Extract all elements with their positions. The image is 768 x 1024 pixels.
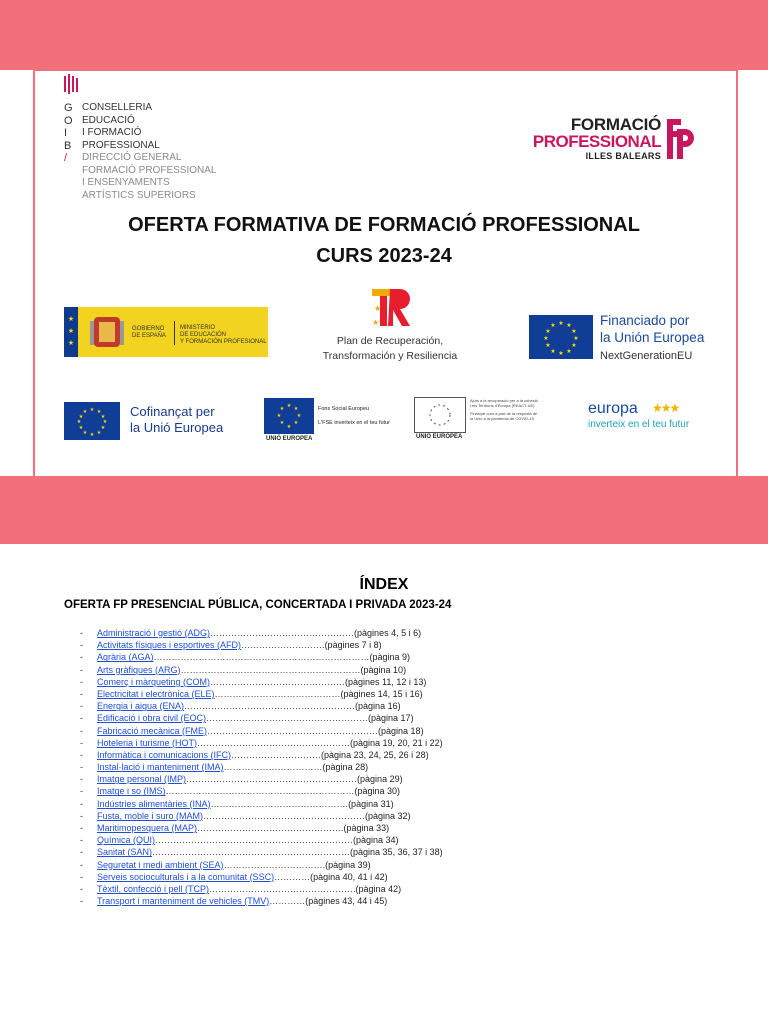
svg-text:★: ★	[96, 409, 102, 415]
goib-slash: /	[64, 152, 68, 164]
fp-logo-line1: FORMACIÓ	[570, 115, 661, 134]
svg-text:★: ★	[293, 420, 299, 426]
toc-link[interactable]: Imatge i so (IMS)	[97, 786, 166, 797]
toc-link[interactable]: Química (QUI)	[97, 835, 156, 846]
toc-row	[80, 712, 500, 724]
react-text2: i els Territoris d'Europa (REACT-UE)	[470, 403, 535, 408]
toc-row	[80, 895, 500, 907]
toc-link[interactable]: Fabricació mecànica (FME)	[97, 725, 208, 736]
toc-leader: …………………………………………………	[184, 701, 356, 712]
toc-dash: -	[80, 798, 83, 809]
svg-text:★: ★	[566, 348, 572, 355]
toc-pages: (pàgina 16)	[355, 701, 401, 712]
goib-letter: G	[64, 102, 73, 114]
toc-leader: ……………………………………………	[197, 737, 351, 748]
svg-text:★: ★	[543, 335, 549, 342]
svg-text:★: ★	[573, 335, 579, 342]
toc-leader: …………………………………………………………	[152, 847, 351, 858]
eu-stars-icon	[264, 398, 314, 434]
toc-row	[80, 676, 500, 688]
toc-dash: -	[80, 664, 83, 675]
toc-link[interactable]: Arts gràfiques (ARG)	[97, 664, 181, 675]
toc-pages: (pàgina 23, 24, 25, 26 i 28)	[321, 749, 429, 760]
toc-link[interactable]: Fusta, moble i suro (MAM)	[97, 810, 204, 821]
svg-text:★: ★	[374, 304, 382, 313]
toc-dash: -	[80, 810, 83, 821]
toc-link[interactable]: Seguretat i medi ambient (SEA)	[97, 859, 224, 870]
toc-leader: ………………………………………….	[209, 883, 356, 894]
fp-logo-line3: ILLES BALEARS	[585, 151, 661, 161]
toc-pages: (pàgina 28)	[322, 762, 369, 773]
toc-row	[80, 639, 500, 651]
goib-subline: I ENSENYAMENTS	[82, 177, 170, 188]
svg-text:★: ★	[279, 420, 285, 426]
svg-text:★: ★	[372, 318, 380, 327]
toc-dash: -	[80, 628, 83, 638]
toc-link[interactable]: Electricitat i electrònica (ELE)	[97, 688, 215, 699]
eu-stars-icon	[66, 313, 76, 353]
toc-row	[80, 725, 500, 737]
toc-row	[80, 810, 500, 822]
toc-leader: ………………………………………………………………	[153, 652, 370, 663]
toc-dash: -	[80, 688, 83, 699]
toc-link[interactable]: Hoteleria i turisme (HOT)	[97, 737, 198, 748]
toc-link[interactable]: Imatge personal (IMP)	[97, 774, 187, 785]
svg-text:★: ★	[545, 342, 551, 349]
svg-text:★: ★	[78, 425, 84, 431]
toc-pages: (pàgina 34)	[353, 835, 399, 846]
toc-dash: -	[80, 762, 83, 773]
toc-leader: ……………………………………….	[210, 798, 349, 809]
page-subtitle-year: CURS 2023-24	[316, 245, 452, 267]
toc-link[interactable]: Agrària (AGA)	[97, 652, 154, 663]
toc-dash: -	[80, 713, 83, 724]
toc-pages: (pàgina 10)	[360, 664, 407, 675]
fp-illes-balears-logo	[532, 115, 695, 163]
toc-leader: …………………………………………………	[207, 725, 379, 736]
goib-letter: B	[64, 139, 72, 152]
top-band	[0, 0, 768, 70]
toc-row	[80, 883, 500, 895]
eu-stars-icon	[529, 315, 593, 359]
europa-tag: inverteix en el teu futur	[588, 419, 690, 430]
svg-text:★: ★	[82, 409, 88, 415]
toc-leader: ………………………………………….	[197, 823, 344, 833]
europa-word: europa	[588, 400, 638, 417]
toc-leader: ……………………………………………………	[180, 664, 361, 675]
tr-mark-icon	[368, 285, 414, 329]
eu-stars-icon	[64, 402, 120, 440]
toc-pages: (pàgina 32)	[365, 810, 411, 821]
svg-text:★: ★	[558, 320, 564, 327]
svg-text:★: ★	[571, 342, 577, 349]
toc-dash: -	[80, 883, 83, 894]
eu-next-line2: la Unión Europea	[600, 330, 705, 345]
page-title: OFERTA FORMATIVA DE FORMACIÓ PROFESSIONAL	[128, 214, 640, 236]
svg-text:★: ★	[558, 350, 564, 357]
toc-pages: (pàgines 14, 15 i 16)	[340, 688, 423, 699]
toc-pages: (pàgina 31)	[348, 798, 394, 809]
svg-text:★: ★	[276, 413, 282, 419]
cofin-line2: la Unió Europea	[130, 420, 224, 435]
svg-text:★: ★	[293, 406, 299, 412]
toc-row	[80, 773, 500, 785]
toc-row	[80, 651, 500, 663]
toc-row	[80, 664, 500, 676]
toc-dash: -	[80, 725, 83, 736]
toc-row	[80, 761, 500, 773]
svg-text:★: ★	[89, 407, 95, 413]
toc-leader: ……………………………	[223, 762, 323, 773]
eu-stars-outline-icon	[415, 398, 465, 432]
toc-link[interactable]: Transport i manteniment de vehicles (TMV)	[97, 896, 270, 907]
toc-link[interactable]: Sanitat (SAN)	[97, 847, 153, 858]
toc-pages: (pàgines 43, 44 i 45)	[305, 896, 388, 907]
toc-dash: -	[80, 701, 83, 712]
svg-text:★: ★	[286, 403, 292, 409]
react-text4: la Unió a la pandèmia de COVID-19	[470, 416, 534, 421]
toc-leader: …………………………	[231, 749, 322, 760]
frame-right	[736, 0, 738, 544]
svg-text:★: ★	[100, 425, 106, 431]
react-text	[470, 398, 538, 421]
svg-text:★: ★	[89, 432, 95, 438]
goib-flag-icon	[64, 74, 78, 94]
goib-subline: FORMACIÓ PROFESSIONAL	[82, 164, 217, 176]
eu-next-line1: Financiado por	[600, 313, 690, 328]
toc-row	[80, 798, 500, 810]
toc-link[interactable]: Serveis socioculturals i a la comunitat (SSC)	[97, 871, 275, 882]
index-title: ÍNDEX	[359, 576, 409, 593]
toc-link[interactable]: Activitats físiques i esportives (AFD)	[97, 640, 242, 651]
toc-row	[80, 737, 500, 749]
gobierno-espana-logo	[64, 307, 268, 357]
toc-pages: (pàgina 9)	[369, 652, 411, 663]
toc-row	[80, 859, 500, 871]
toc-link[interactable]: Instal·lació i manteniment (IMA)	[97, 762, 224, 773]
goib-subline: DIRECCIÓ GENERAL	[82, 152, 182, 163]
svg-text:★: ★	[76, 419, 82, 425]
toc-link[interactable]: Administració i gestió (ADG)	[97, 628, 211, 638]
svg-text:★: ★	[279, 406, 285, 412]
toc-dash: -	[80, 786, 83, 797]
eu-flag-fse	[264, 398, 314, 434]
toc-link[interactable]: Maritimopesquera (MAP)	[97, 823, 198, 833]
fse-label: UNIÓ EUROPEA	[266, 436, 313, 442]
svg-text:★: ★	[571, 328, 577, 335]
toc-pages: (pàgina 19, 20, 21 i 22)	[350, 737, 443, 748]
toc-dash: -	[80, 823, 83, 833]
svg-text:★: ★	[67, 339, 75, 347]
svg-text:★: ★	[550, 322, 556, 329]
coat-of-arms-icon	[90, 313, 124, 351]
goib-line: I FORMACIÓ	[82, 127, 142, 138]
goib-letter: O	[64, 114, 73, 127]
eu-flag-react	[414, 397, 466, 433]
goib-line: CONSELLERIA	[82, 102, 153, 113]
svg-text:★: ★	[102, 419, 108, 425]
plan-recuperacion-logo	[300, 285, 480, 365]
react-text3: Finançat com a part de la resposta de	[470, 411, 538, 416]
fp-logo-line2: PROFESSIONAL	[532, 132, 661, 151]
toc-pages: (pàgines 4, 5 i 6)	[354, 628, 422, 638]
svg-text:★: ★	[67, 327, 75, 335]
frame-top-line	[33, 70, 738, 71]
toc-pages: (pàgina 29)	[357, 774, 403, 785]
toc-pages: (pàgines 11, 12 i 13)	[345, 676, 427, 687]
ministerio-text: MINISTERIO DE EDUCACIÓN Y FORMACIÓN PROFESIONAL	[180, 325, 267, 345]
toc-leader: …………………………….	[223, 859, 326, 870]
goib-subline: ARTÍSTICS SUPERIORS	[82, 189, 196, 201]
toc-leader: ………………………………………………	[206, 713, 369, 724]
toc-pages: (pàgines 7 i 8)	[324, 640, 382, 651]
toc-leader: …………………………………………………………	[155, 835, 354, 846]
toc-leader: ………………………………………	[210, 676, 346, 687]
react-text1: Ajuts a la recuperació per a la cohesió	[470, 398, 538, 403]
toc-row	[80, 688, 500, 700]
toc-dash: -	[80, 774, 83, 785]
toc-dash: -	[80, 896, 83, 907]
toc-dash: -	[80, 859, 83, 870]
svg-text:★: ★	[566, 322, 572, 329]
index-subtitle: OFERTA FP PRESENCIAL PÚBLICA, CONCERTADA I PRIVADA 2023-24	[64, 599, 452, 611]
toc-link[interactable]: Indústries alimentàries (INA)	[97, 798, 211, 809]
toc-leader: …………	[274, 871, 311, 882]
goib-text	[82, 102, 262, 202]
svg-text:★: ★	[67, 315, 75, 323]
svg-text:★: ★	[296, 413, 302, 419]
toc-pages: (pàgina 39)	[325, 859, 371, 870]
toc-row	[80, 785, 500, 797]
svg-text:★: ★	[100, 414, 106, 420]
toc-link[interactable]: Informàtica i comunicacions (IFC)	[97, 749, 232, 760]
recovery-line2: Transformación y Resiliencia	[322, 350, 458, 362]
goib-line: EDUCACIÓ	[82, 114, 135, 126]
eu-flag-next	[529, 315, 593, 359]
toc-dash: -	[80, 737, 83, 748]
toc-leader: ………………………………………………………	[165, 786, 355, 797]
toc-dash: -	[80, 835, 83, 846]
toc-pages: (pàgina 17)	[368, 713, 414, 724]
toc-row	[80, 627, 500, 639]
react-label: UNIÓ EUROPEA	[416, 434, 463, 440]
eu-flag-cofin	[64, 402, 120, 440]
gobierno-text: GOBIERNO DE ESPAÑA	[132, 326, 166, 339]
fp-mark-icon	[665, 117, 695, 161]
cofin-line1: Cofinançat per	[130, 404, 215, 419]
toc-pages: (pàgina 40, 41 i 42)	[310, 871, 388, 882]
svg-text:★: ★	[545, 328, 551, 335]
svg-text:★: ★	[96, 430, 102, 436]
toc-leader: …………………………………………	[210, 628, 355, 638]
toc-link[interactable]: Tèxtil, confecció i pell (TCP)	[97, 883, 210, 894]
recovery-line1: Plan de Recuperación,	[336, 335, 444, 347]
toc-row	[80, 834, 500, 846]
toc-dash: -	[80, 652, 83, 663]
toc-dash: -	[80, 676, 83, 687]
toc-dash: -	[80, 640, 83, 651]
toc-leader: ……………………………………	[214, 688, 341, 699]
fse-text2: L'FSE inverteix en el teu futur	[318, 420, 390, 426]
toc-pages: (pàgina 35, 36, 37 i 38)	[350, 847, 443, 858]
goib-letters	[64, 102, 76, 165]
toc-row	[80, 871, 500, 883]
toc-leader: ………………………………………………	[203, 810, 366, 821]
toc-leader: …………………………………………………	[186, 774, 358, 785]
svg-text:★: ★	[286, 424, 292, 430]
toc-row	[80, 749, 500, 761]
table-of-contents	[80, 627, 500, 907]
europa-stars-icon: ★★★	[652, 401, 679, 415]
toc-dash: -	[80, 847, 83, 858]
toc-link[interactable]: Comerç i màrqueting (COM)	[97, 676, 211, 687]
svg-text:★: ★	[82, 430, 88, 436]
spain-divider	[174, 321, 175, 345]
toc-link[interactable]: Energia i aigua (ENA)	[97, 701, 185, 712]
goib-letter: I	[64, 127, 68, 139]
toc-pages: (pàgina 42)	[355, 883, 402, 894]
fse-text1: Fons Social Europeu	[318, 406, 370, 412]
toc-pages: (pàgina 33)	[343, 823, 390, 833]
toc-leader: ……………………….	[241, 640, 325, 651]
toc-link[interactable]: Edificació i obra civil (EOC)	[97, 713, 207, 724]
svg-text:★: ★	[78, 414, 84, 420]
toc-pages: (pàgina 30)	[354, 786, 401, 797]
toc-row	[80, 846, 500, 858]
toc-row	[80, 700, 500, 712]
svg-text:★: ★	[550, 348, 556, 355]
goib-line: PROFESSIONAL	[82, 139, 160, 151]
toc-pages: (pàgina 18)	[378, 725, 424, 736]
toc-leader: …………	[269, 896, 306, 907]
toc-dash: -	[80, 871, 83, 882]
frame-left	[33, 0, 35, 544]
toc-dash: -	[80, 749, 83, 760]
bottom-band	[0, 476, 768, 544]
eu-next-line3: NextGenerationEU	[600, 350, 693, 362]
toc-row	[80, 822, 500, 834]
